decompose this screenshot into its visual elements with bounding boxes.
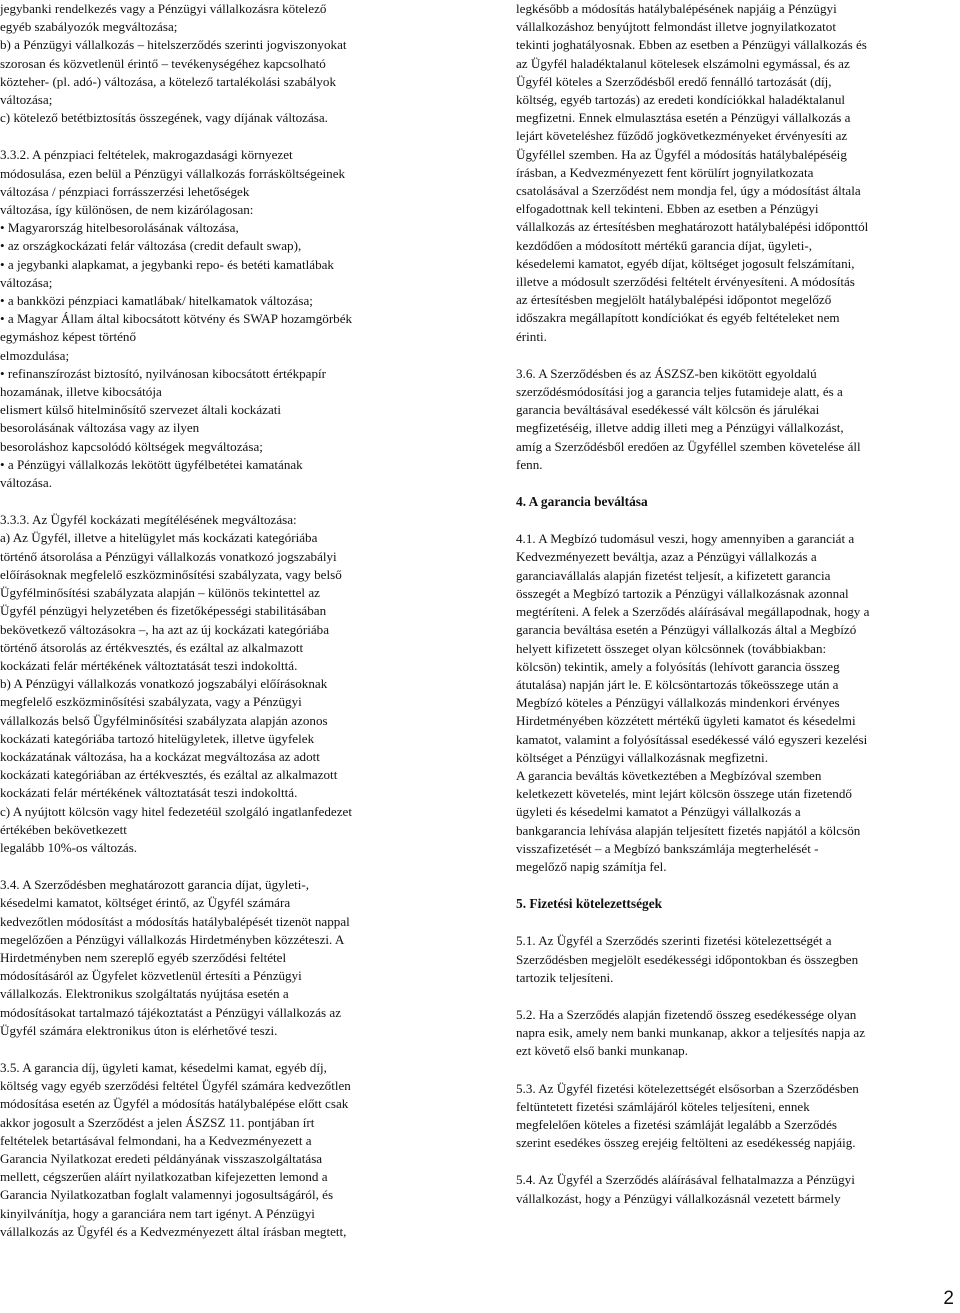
text-line: előírásoknak megfelelő eszközminősítési szabályzata, vagy belső: [0, 566, 342, 582]
text-line: megelőzően a Pénzügyi vállalkozás Hirdetményben közzéteszi. A: [0, 931, 345, 947]
text-line: elmozdulása;: [0, 347, 70, 363]
text-line: kölcsön) tekintik, amely a folyósítás (lehívott garancia összeg: [516, 658, 840, 674]
text-line: az értesítésben megjelölt hatálybalépési időpontot megelőző: [516, 292, 832, 308]
text-line: időszakra megállapított kondíciókat és egyéb feltételeket nem: [516, 310, 840, 326]
text-line: átutalása) napján járt le. E kölcsöntartozás tőkeösszege után a: [516, 676, 839, 692]
section-heading-5: 5. Fizetési kötelezettségek: [516, 896, 663, 912]
text-line: történő átsorolása a Pénzügyi vállalkozás vonatkozó jogszabályi: [0, 548, 337, 564]
text-line: költség vagy egyéb szerződési feltétel Ügyfél számára kedvezőtlen: [0, 1078, 351, 1094]
text-line: Megbízó köteles a Pénzügyi vállalkozás mindenkori érvényes: [516, 695, 840, 711]
text-line: tekinti joghatályosnak. Ebben az esetben a Pénzügyi vállalkozás és: [516, 37, 867, 53]
text-line: kockázati kategóriába tartozó hitelügyletek, illetve ügyfelek: [0, 730, 315, 746]
text-line: vállalkozás az Ügyfél és a Kedvezményezett által írásban megtett,: [0, 1223, 347, 1239]
text-line: Hirdetményében közzétett mértékű ügyleti kamatot és késedelmi: [516, 713, 856, 729]
text-line: 5.2. Ha a Szerződés alapján fizetendő összeg esedékessége olyan: [516, 1006, 857, 1022]
text-line: költség, egyéb tartozás) az eredeti kondíciókkal haladéktalanul: [516, 92, 846, 108]
text-line: amíg a Szerződésből eredően az Ügyféllel szemben követelése áll: [516, 438, 861, 454]
text-line: garancia beváltása esetén a Pénzügyi vállalkozás által a Megbízó: [516, 622, 857, 638]
text-line: kockázati felár mértékének változtatását teszi indokolttá.: [0, 657, 298, 673]
text-line: szorosan és közvetlenül érintő – tevékenységéhez kapcsolható: [0, 55, 326, 71]
text-line: késedelmi kamatot, költséget érintő, az Ügyfél számára: [0, 895, 291, 911]
text-line: értékében bekövetkezett: [0, 821, 127, 837]
text-line: besoroláshoz kapcsolódó költségek megváltozása;: [0, 438, 263, 454]
text-line: ezt követő első banki munkanap.: [516, 1043, 688, 1059]
text-line: változása.: [0, 475, 52, 491]
text-line: vállalkozást, hogy a Pénzügyi vállalkozásnál vezetett bármely: [516, 1190, 841, 1206]
text-line: megfelelő eszközminősítési szabályzata, vagy a Pénzügyi: [0, 694, 302, 710]
text-line: változása / pénzpiaci forrásszerzési lehetőségek: [0, 183, 250, 199]
paragraph-3-5: [0, 1059, 443, 1241]
text-line: 3.3.2. A pénzpiaci feltételek, makrogazdasági környezet: [0, 147, 293, 163]
text-line: módosítása esetén az Ügyfél a módosítás hatálybalépése előtt csak: [0, 1096, 349, 1112]
text-line: helyett kifizetett összeget olyan kölcsönnek (továbbiakban:: [516, 640, 827, 656]
text-line: csatolásával a Szerződést nem mondja fel, úgy a módosítást általa: [516, 183, 861, 199]
text-line: 3.5. A garancia díj, ügyleti kamat, késedelmi kamat, egyéb díj,: [0, 1059, 327, 1075]
text-line: 4.1. A Megbízó tudomásul veszi, hogy amennyiben a garanciát a: [516, 531, 855, 547]
text-line: • a jegybanki alapkamat, a jegybanki repo- és betéti kamatlábak: [0, 256, 334, 272]
text-line: Ügyfél pénzügyi helyzetében és fizetőképességi stabilitásában: [0, 603, 327, 619]
text-line: történő átsorolás az értékvesztés, és ezáltal az alkalmazott: [0, 639, 304, 655]
text-line: b) A Pénzügyi vállalkozás vonatkozó jogszabályi előírásoknak: [0, 676, 328, 692]
left-column: [0, 0, 443, 1241]
paragraph-3-3-3: [0, 511, 443, 857]
text-line: megfelelően köteles a fizetési számláját legalább a Szerződés: [516, 1116, 838, 1132]
text-line: Ügyféllel szemben. Ha az Ügyfél a módosítás hatálybalépéséig: [516, 146, 847, 162]
text-line: kamatot, valamint a folyósítással esedékessé váló egyszeri kezelési: [516, 731, 868, 747]
text-line: Ügyfél köteles a Szerződésből eredő fennálló tartozását (díj,: [516, 73, 832, 89]
paragraph-3-3-2: [0, 146, 443, 492]
text-line: szerint esedékes összeg erejéig feltölteni az esedékesség napjáig.: [516, 1135, 856, 1151]
paragraph-5-3: [516, 1080, 959, 1153]
page-number: 2: [943, 1288, 954, 1309]
text-line: 3.4. A Szerződésben meghatározott garancia díjat, ügyleti-,: [0, 877, 310, 893]
text-line: érinti.: [516, 328, 547, 344]
text-line: • a Magyar Állam által kibocsátott kötvény és SWAP hozamgörbék: [0, 311, 353, 327]
paragraph-5-2: [516, 1006, 959, 1061]
text-line: kockázati felár mértékének változtatását teszi indokolttá.: [0, 785, 298, 801]
text-line: Garancia Nyilatkozat eredeti példányának visszaszolgáltatása: [0, 1150, 323, 1166]
text-line: • refinanszírozást biztosító, nyilvánosan kibocsátott értékpapír: [0, 365, 327, 381]
paragraph-5-4: [516, 1171, 959, 1207]
text-line: megelőző napig számítja fel.: [516, 858, 667, 874]
text-line: elfogadottnak kell tekinteni. Ebben az esetben a Pénzügyi: [516, 201, 819, 217]
paragraph-3-5-continued: [516, 0, 959, 346]
text-line: 5.1. Az Ügyfél a Szerződés szerinti fizetési kötelezettségét a: [516, 933, 832, 949]
text-line: • Magyarország hitelbesorolásának változása,: [0, 220, 239, 236]
text-line: garancia beváltásával esedékessé vált kölcsön és járulékai: [516, 402, 820, 418]
text-line: legkésőbb a módosítás hatálybalépésének napjáig a Pénzügyi: [516, 1, 837, 16]
text-line: kinyilvánítja, hogy a garanciára nem tart igényt. A Pénzügyi: [0, 1205, 315, 1221]
text-line: 3.3.3. Az Ügyfél kockázati megítélésének megváltozása:: [0, 512, 297, 528]
text-line: illetve a módosult szerződési feltételt érvényesíteni. A módosítás: [516, 274, 855, 290]
text-line: vállalkozás. Elektronikus szolgáltatás nyújtása esetén a: [0, 986, 289, 1002]
text-line: ügyleti és késedelmi kamatot a Pénzügyi vállalkozás a: [516, 804, 801, 820]
text-line: megtéríteni. A felek a Szerződés aláírásával megállapodnak, hogy a: [516, 604, 870, 620]
text-line: • a Pénzügyi vállalkozás lekötött ügyfélbetétei kamatának: [0, 456, 303, 472]
text-line: késedelemi kamatot, egyéb díjat, költséget jogosult felszámítani,: [516, 255, 855, 271]
text-line: Garancia Nyilatkozatban foglalt valamennyi jogosultságáról, és: [0, 1187, 334, 1203]
text-line: Kedvezményezett beváltja, azaz a Pénzügyi vállalkozás a: [516, 549, 817, 565]
text-line: b) a Pénzügyi vállalkozás – hitelszerződés szerinti jogviszonyokat: [0, 37, 347, 53]
text-line: besorolásának változása vagy az ilyen: [0, 420, 200, 436]
paragraph-4-1: [516, 530, 959, 876]
text-line: változása;: [0, 274, 53, 290]
text-line: vállalkozáshoz benyújtott felmondást illetve jognyilatkozatot: [516, 19, 836, 35]
text-line: visszafizetését – a Megbízó bankszámlája megterhelését -: [516, 840, 819, 856]
text-line: összegét a Megbízó tartozik a Pénzügyi vállalkozásnak azonnal: [516, 585, 849, 601]
text-line: megfizetni. Ennek elmulasztása esetén a Pénzügyi vállalkozás a: [516, 110, 851, 126]
text-line: kockázati kategóriában az értékvesztés, és ezáltal az alkalmazott: [0, 767, 338, 783]
right-column: [516, 0, 959, 1208]
text-line: • a bankközi pénzpiaci kamatlábak/ hitelkamatok változása;: [0, 293, 313, 309]
text-line: Ügyfél számára elektronikus úton is elérhetővé teszi.: [0, 1022, 278, 1038]
text-line: mellett, cégszerűen aláírt nyilatkozatban kifejezetten lemond a: [0, 1169, 328, 1185]
text-line: fenn.: [516, 456, 543, 472]
text-line: változása;: [0, 92, 53, 108]
text-line: • az országkockázati felár változása (credit default swap),: [0, 238, 302, 254]
text-line: megfizetéséig, illetve addig illeti meg a Pénzügyi vállalkozást,: [516, 420, 844, 436]
text-line: írásban, a Kedvezményezett fent körülírt jognyilatkozata: [516, 164, 814, 180]
text-line: Szerződésben megjelölt esedékességi időpontokban és összegben: [516, 951, 859, 967]
text-line: c) kötelező betétbiztosítás összegének, vagy díjának változása.: [0, 110, 328, 126]
text-line: garanciavállalás alapján fizetést teljesít, a kifizetett garancia: [516, 567, 831, 583]
text-line: keletkezett követelés, mint lejárt kölcsön összege után fizetendő: [516, 786, 852, 802]
text-line: egyéb szabályozók megváltozása;: [0, 19, 178, 35]
text-line: tartozik teljesíteni.: [516, 969, 614, 985]
paragraph-5-1: [516, 932, 959, 987]
text-line: módosításáról az Ügyfelet közvetlenül értesíti a Pénzügyi: [0, 968, 302, 984]
text-line: feltételek betartásával felmondani, ha a Kedvezményezett a: [0, 1132, 312, 1148]
text-line: egymáshoz képest történő: [0, 329, 136, 345]
text-line: kedvezőtlen módosítást a módosítás hatálybalépését tizenöt nappal: [0, 913, 350, 929]
text-line: vállalkozás az értesítésben meghatározott hatálybalépési időponttól: [516, 219, 869, 235]
text-line: feltüntetett fizetési számlájáról köteles teljesíteni, ennek: [516, 1098, 810, 1114]
text-line: 3.6. A Szerződésben és az ÁSZSZ-ben kikötött egyoldalú: [516, 365, 817, 381]
text-line: elismert külső hitelminősítő szervezet általi kockázati: [0, 402, 282, 418]
text-line: bekövetkező változásokra –, ha azt az új kockázati kategóriába: [0, 621, 329, 637]
text-line: Ügyfélminősítési szabályzata alapján – különös tekintettel az: [0, 585, 320, 601]
text-line: kockázatának változása, ha a kockázat megváltozása az adott: [0, 748, 320, 764]
paragraph-intro: [0, 0, 443, 127]
text-line: Hirdetményben nem szereplő egyéb szerződési feltétel: [0, 949, 287, 965]
text-line: módosításokat tartalmazó tájékoztatást a Pénzügyi vállalkozás az: [0, 1004, 342, 1020]
section-heading-4: 4. A garancia beváltása: [516, 494, 648, 510]
text-line: változása, így különösen, de nem kizárólagosan:: [0, 202, 254, 218]
text-line: vállalkozás belső Ügyfélminősítési szabályzata alapján azonos: [0, 712, 328, 728]
text-line: kezdődően a módosított mértékű garancia díjat, ügyleti-,: [516, 237, 812, 253]
text-line: A garancia beváltás következtében a Megbízóval szemben: [516, 767, 822, 783]
text-line: legalább 10%-os változás.: [0, 839, 138, 855]
text-line: akkor jogosult a Szerződést a jelen ÁSZSZ 11. pontjában írt: [0, 1114, 315, 1130]
text-line: jegybanki rendelkezés vagy a Pénzügyi vállalkozásra kötelező: [0, 1, 327, 16]
text-line: hozamának, illetve kibocsátója: [0, 384, 162, 400]
text-line: az Ügyfél haladéktalanul kötelesek elszámolni egymással, és az: [516, 55, 850, 71]
text-line: c) A nyújtott kölcsön vagy hitel fedezetéül szolgáló ingatlanfedezet: [0, 803, 352, 819]
paragraph-3-6: [516, 365, 959, 474]
text-line: a) Az Ügyfél, illetve a hitelügylet más kockázati kategóriába: [0, 530, 318, 546]
text-line: lejárt követeléshez fűződő jogkövetkezményeket érvényesíti az: [516, 128, 848, 144]
text-line: napra esik, amely nem banki munkanap, akkor a teljesítés napja az: [516, 1025, 866, 1041]
paragraph-3-4: [0, 876, 443, 1040]
text-line: szerződésmódosítási jog a garancia teljes futamideje alatt, és a: [516, 384, 843, 400]
text-line: közteher- (pl. adó-) változása, a kötelező tartalékolási szabályok: [0, 73, 337, 89]
text-line: költséget a Pénzügyi vállalkozásnak megfizetni.: [516, 749, 768, 765]
text-line: 5.4. Az Ügyfél a Szerződés aláírásával felhatalmazza a Pénzügyi: [516, 1172, 855, 1188]
text-line: módosulása, ezen belül a Pénzügyi vállalkozás forrásköltségeinek: [0, 165, 346, 181]
text-line: bankgarancia lehívása alapján teljesített fizetés napjától a kölcsön: [516, 822, 861, 838]
text-line: 5.3. Az Ügyfél fizetési kötelezettségét elsősorban a Szerződésben: [516, 1080, 859, 1096]
